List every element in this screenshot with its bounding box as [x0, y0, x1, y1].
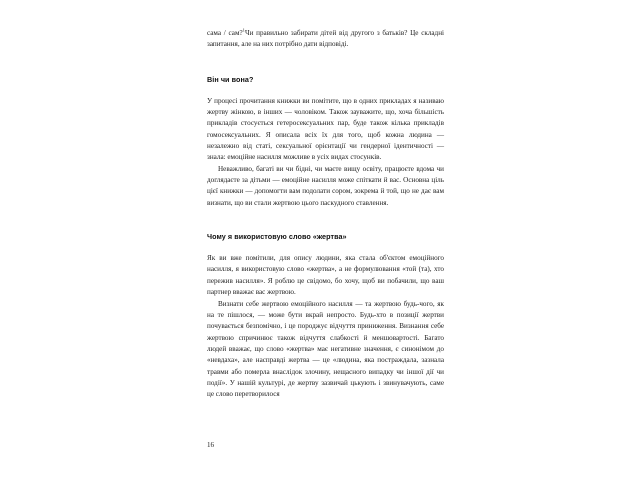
section-2-paragraph-1: Як ви вже помітили, для опису людини, яка стала об'єктом емоційного насилля, я використовую слово «жертва», а не формулювання «той (та), хто пережив насилля». Я роблю це свідомо, бо хочу, щоб ви побачили, що ваш партнер вважає вас жертвою. [207, 254, 444, 297]
spacer [207, 51, 444, 74]
lead-paragraph-text-before-note: сама / сам? [207, 29, 243, 37]
lead-paragraph [207, 28, 444, 51]
section-1-paragraph-2: Неважливо, багаті ви чи бідні, чи маєте вищу освіту, працюєте вдома чи доглядаєте за дітьми — емоційне насилля може спіткати й вас. Основна ціль цієї книжки — допомогти вам подолати сором, зокрема й той, що не дає вам визнати, що ви стали жертвою цього паскудного ставлення. [207, 164, 444, 207]
spacer [207, 209, 444, 231]
section-2-paragraph-2: Визнати себе жертвою емоційного насилля — та жертвою будь-чого, як на те пішлося, — може бути вкрай непросто. Будь-хто в позиції жертви почувається безпомічно, і це породжує відчуття приниження. Визнання себе жертвою спричинює також відчуття слабкості й меншовартості. Багато людей вважає, що слово «жертва» має негативне значення, є синонімом до «невдаха», але насправді жертва — це «людина, яка постраждала, зазнала травми або померла внаслідок злочину, нещасного випадку чи іншої дії чи події». У нашій культурі, де жертву зазвичай цькують і звинувачують, саме це слово перетворилося [207, 299, 444, 399]
page-number: 16 [207, 441, 214, 449]
page-text-block [207, 28, 444, 401]
spacer [207, 242, 444, 253]
section-1-paragraph-1: У процесі прочитання книжки ви помітите, що в одних прикладах я називаю жертву жінкою, в інших — чоловіком. Також зауважите, що, хоча більшість прикладів стосується гетеросексуальних пар, буде також кілька прикладів гомосексуальних. Я описала всіх їх для того, щоб кожна людина — незалежно від статі, сексуальної орієнтації чи гендерної ідентичності — знала: емоційне насилля можливе в усіх видах стосунків. [207, 96, 444, 162]
lead-paragraph-text-after-note: Чи правильно забирати дітей від другого з батьків? Це складні запитання, але на них потрібно дати відповіді. [207, 29, 445, 49]
footnote-marker: 1 [242, 27, 245, 33]
spacer [207, 85, 444, 96]
section-heading-why-victim-word: Чому я використовую слово «жертва» [207, 232, 347, 242]
section-heading-him-or-her: Він чи вона? [207, 74, 254, 84]
